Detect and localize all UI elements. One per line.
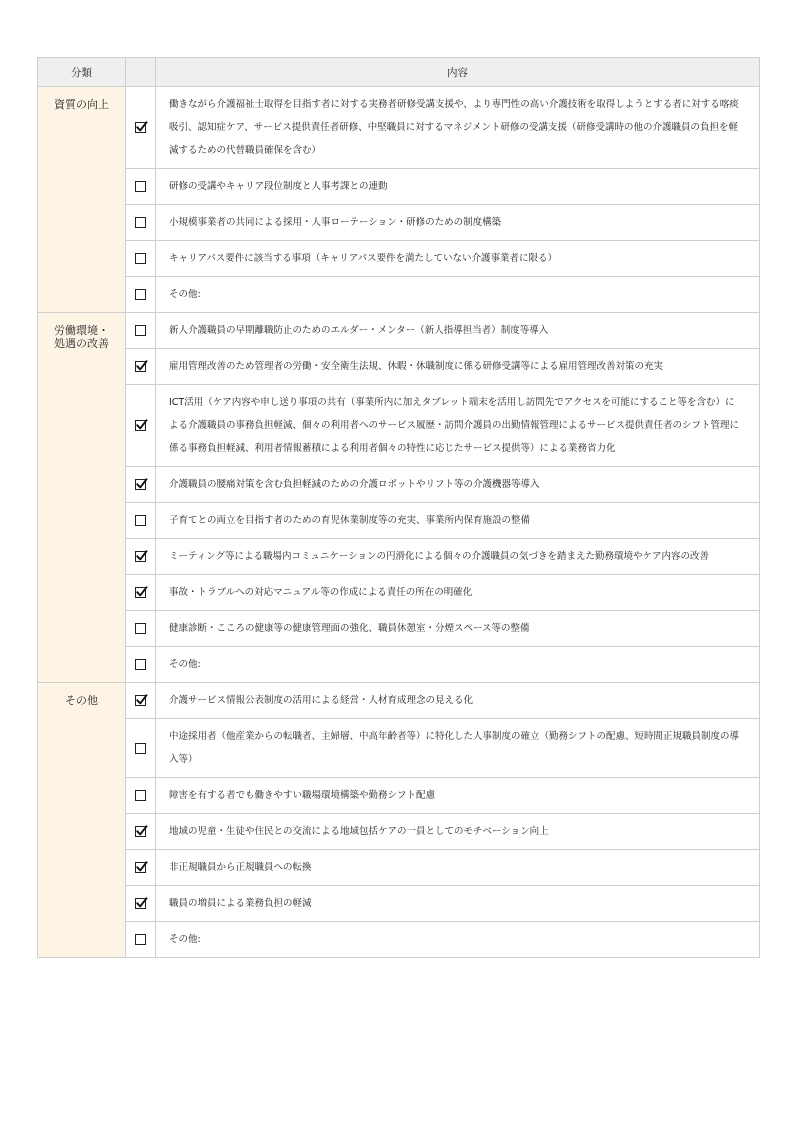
checkbox-cell [126, 850, 156, 886]
checkbox-cell [126, 539, 156, 575]
header-category: 分類 [38, 58, 126, 87]
checked-checkbox[interactable] [135, 695, 146, 706]
table-row [38, 778, 760, 814]
table-row [38, 467, 760, 503]
table-body [38, 87, 760, 958]
unchecked-checkbox[interactable] [135, 934, 146, 945]
checkbox-cell [126, 87, 156, 169]
checked-checkbox[interactable] [135, 361, 146, 372]
checkbox-cell [126, 277, 156, 313]
table-row [38, 87, 760, 169]
checked-checkbox[interactable] [135, 898, 146, 909]
checkbox-cell [126, 814, 156, 850]
checkbox-cell [126, 313, 156, 349]
checkbox-cell [126, 922, 156, 958]
checkbox-cell [126, 683, 156, 719]
item-text: 地域の児童・生徒や住民との交流による地域包括ケアの一員としてのモチベーション向上 [156, 814, 760, 850]
checked-checkbox[interactable] [135, 826, 146, 837]
header-check [126, 58, 156, 87]
table-row [38, 850, 760, 886]
unchecked-checkbox[interactable] [135, 325, 146, 336]
checkmark-icon [135, 549, 148, 562]
item-text: キャリアパス要件に該当する事項（キャリアパス要件を満たしていない介護事業者に限る） [156, 241, 760, 277]
checkbox-cell [126, 349, 156, 385]
item-text: その他: [156, 922, 760, 958]
table-row [38, 385, 760, 467]
checkbox-cell [126, 241, 156, 277]
item-text: ミーティング等による職場内コミュニケーションの円滑化による個々の介護職員の気づきを踏まえた勤務環境やケア内容の改善 [156, 539, 760, 575]
item-text: 働きながら介護福祉士取得を目指す者に対する実務者研修受講支援や、より専門性の高い介護技術を取得しようとする者に対する喀痰吸引、認知症ケア、サービス提供責任者研修、中堅職員に対するマネジメント研修の受講支援（研修受講時の他の介護職員の負担を軽減するための代替職員確保を含む） [156, 87, 760, 169]
checkmark-icon [135, 824, 148, 837]
table-row [38, 922, 760, 958]
table-header-row [38, 58, 760, 87]
checkmark-icon [135, 693, 148, 706]
table-row [38, 205, 760, 241]
checkmark-icon [135, 477, 148, 490]
item-text: 中途採用者（他産業からの転職者、主婦層、中高年齢者等）に特化した人事制度の確立（勤務シフトの配慮、短時間正規職員制度の導入等） [156, 719, 760, 778]
category-cell-other: その他 [38, 683, 126, 958]
checkbox-cell [126, 503, 156, 539]
checkbox-cell [126, 467, 156, 503]
table-row [38, 169, 760, 205]
unchecked-checkbox[interactable] [135, 790, 146, 801]
table-row [38, 241, 760, 277]
item-text: 子育てとの両立を目指す者のための育児休業制度等の充実、事業所内保育施設の整備 [156, 503, 760, 539]
unchecked-checkbox[interactable] [135, 289, 146, 300]
table-row [38, 313, 760, 349]
checked-checkbox[interactable] [135, 122, 146, 133]
table-row [38, 886, 760, 922]
checkmark-icon [135, 896, 148, 909]
checked-checkbox[interactable] [135, 862, 146, 873]
checkmark-icon [135, 120, 148, 133]
item-text: 介護サービス情報公表制度の活用による経営・人材育成理念の見える化 [156, 683, 760, 719]
unchecked-checkbox[interactable] [135, 659, 146, 670]
checked-checkbox[interactable] [135, 551, 146, 562]
checkbox-cell [126, 205, 156, 241]
table-row [38, 349, 760, 385]
checkmark-icon [135, 860, 148, 873]
table-row [38, 611, 760, 647]
checkbox-cell [126, 647, 156, 683]
improvement-measures-table [37, 57, 760, 958]
checkbox-cell [126, 385, 156, 467]
checked-checkbox[interactable] [135, 587, 146, 598]
category-cell-quality-improvement: 資質の向上 [38, 87, 126, 313]
unchecked-checkbox[interactable] [135, 181, 146, 192]
table-row [38, 719, 760, 778]
unchecked-checkbox[interactable] [135, 253, 146, 264]
checkbox-cell [126, 611, 156, 647]
unchecked-checkbox[interactable] [135, 623, 146, 634]
table-row [38, 575, 760, 611]
table-row [38, 647, 760, 683]
unchecked-checkbox[interactable] [135, 217, 146, 228]
item-text: 非正規職員から正規職員への転換 [156, 850, 760, 886]
checked-checkbox[interactable] [135, 479, 146, 490]
unchecked-checkbox[interactable] [135, 743, 146, 754]
checkmark-icon [135, 418, 148, 431]
checkbox-cell [126, 778, 156, 814]
item-text: 研修の受講やキャリア段位制度と人事考課との連動 [156, 169, 760, 205]
category-cell-work-environment: 労働環境・ 処遇の改善 [38, 313, 126, 683]
checkmark-icon [135, 359, 148, 372]
item-text: ICT活用（ケア内容や申し送り事項の共有（事業所内に加えタブレット端末を活用し訪問先でアクセスを可能にすること等を含む）による介護職員の事務負担軽減、個々の利用者へのサービス履歴・訪問介護員の出勤情報管理によるサービス提供責任者のシフト管理に係る事務負担軽減、利用者情報蓄積による利用者個々の特性に応じたサービス提供等）による業務省力化 [156, 385, 760, 467]
item-text: 雇用管理改善のため管理者の労働・安全衛生法規、休暇・休職制度に係る研修受講等による雇用管理改善対策の充実 [156, 349, 760, 385]
item-text: その他: [156, 277, 760, 313]
table-row [38, 503, 760, 539]
item-text: 事故・トラブルへの対応マニュアル等の作成による責任の所在の明確化 [156, 575, 760, 611]
table-row [38, 539, 760, 575]
item-text: 小規模事業者の共同による採用・人事ローテーション・研修のための制度構築 [156, 205, 760, 241]
checkbox-cell [126, 886, 156, 922]
checkbox-cell [126, 575, 156, 611]
table-row [38, 683, 760, 719]
checkbox-cell [126, 719, 156, 778]
item-text: その他: [156, 647, 760, 683]
checkbox-cell [126, 169, 156, 205]
item-text: 新人介護職員の早期離職防止のためのエルダー・メンター（新人指導担当者）制度等導入 [156, 313, 760, 349]
unchecked-checkbox[interactable] [135, 515, 146, 526]
table-row [38, 814, 760, 850]
item-text: 障害を有する者でも働きやすい職場環境構築や勤務シフト配慮 [156, 778, 760, 814]
table-row [38, 277, 760, 313]
item-text: 介護職員の腰痛対策を含む負担軽減のための介護ロボットやリフト等の介護機器等導入 [156, 467, 760, 503]
header-content: 内容 [156, 58, 760, 87]
checkmark-icon [135, 585, 148, 598]
item-text: 職員の増員による業務負担の軽減 [156, 886, 760, 922]
checked-checkbox[interactable] [135, 420, 146, 431]
item-text: 健康診断・こころの健康等の健康管理面の強化、職員休憩室・分煙スペース等の整備 [156, 611, 760, 647]
